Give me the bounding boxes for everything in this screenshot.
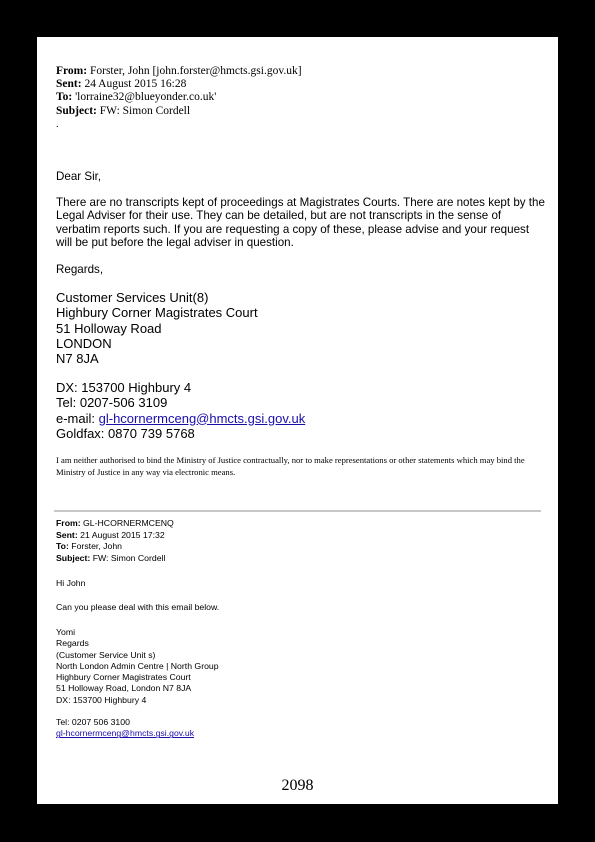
email1-address: [56, 290, 258, 366]
signature-line: 51 Holloway Road, London N7 8JA: [56, 683, 192, 694]
email2-from: From: GL-HCORNERMCENQ: [56, 518, 174, 528]
signature-line: (Customer Service Unit s): [56, 649, 156, 660]
email2-sent: Sent: 21 August 2015 17:32: [56, 529, 165, 540]
email1-paragraph: There are no transcripts kept of proceedings at Magistrates Courts. There are notes kept by the Legal Adviser for their use. They can be detailed, but are not transcripts in the sense of verbatim reports such. If you are requesting a copy of these, please advise and your request will be put before the legal adviser in question.: [56, 196, 545, 249]
email-link[interactable]: gl-hcornermceng@hmcts.gsi.gov.uk: [98, 410, 306, 426]
email2-to: To: Forster, John: [56, 541, 122, 552]
email2-header: [56, 518, 174, 564]
disclaimer: I am neither authorised to bind the Ministry of Justice contractually, nor to make representations or other statements which may bind the Ministry of Justice in any way via electronic means.: [56, 455, 525, 477]
email1-contact: [56, 380, 305, 441]
email1-to: To: 'lorraine32@blueyonder.co.uk': [56, 91, 217, 104]
email2-request: Can you please deal with this email below.: [56, 602, 220, 612]
divider: [54, 510, 541, 512]
email2-subject: Subject: FW: Simon Cordell: [56, 552, 166, 563]
signature-line: North London Admin Centre | North Group: [56, 660, 219, 671]
email2-signature: [56, 627, 219, 706]
address-line: N7 8JA: [56, 351, 99, 367]
email1-header: [56, 65, 302, 118]
signature-line: Yomi: [56, 627, 75, 637]
email1-regards: Regards,: [56, 263, 104, 276]
signature-line: DX: 153700 Highbury 4: [56, 694, 147, 705]
email1-greeting: Dear Sir,: [56, 170, 102, 183]
email2-greeting: Hi John: [56, 578, 86, 588]
goldfax-line: Goldfax: 0870 739 5768: [56, 425, 195, 441]
tel-line: Tel: 0207 506 3100: [56, 717, 130, 727]
email1-sent: Sent: 24 August 2015 16:28: [56, 78, 187, 91]
header-dot: .: [56, 119, 59, 130]
email2-contact: [56, 717, 194, 740]
email-link[interactable]: gl-hcornermceng@hmcts.gsi.gov.uk: [56, 728, 195, 739]
page-number: 2098: [281, 777, 314, 794]
address-line: Highbury Corner Magistrates Court: [56, 305, 258, 321]
dx-line: DX: 153700 Highbury 4: [56, 380, 192, 395]
email1-subject: Subject: FW: Simon Cordell: [56, 104, 191, 117]
address-line: Customer Services Unit(8): [56, 290, 209, 305]
signature-line: Highbury Corner Magistrates Court: [56, 672, 191, 683]
address-line: LONDON: [56, 335, 112, 351]
email-line: e-mail: gl-hcornermceng@hmcts.gsi.gov.uk: [56, 410, 306, 426]
signature-line: Regards: [56, 638, 89, 649]
document-page: [37, 37, 558, 804]
address-line: 51 Holloway Road: [56, 320, 162, 336]
tel-line: Tel: 0207-506 3109: [56, 395, 168, 411]
email1-from: From: Forster, John [john.forster@hmcts.gsi.gov.uk]: [56, 65, 302, 77]
